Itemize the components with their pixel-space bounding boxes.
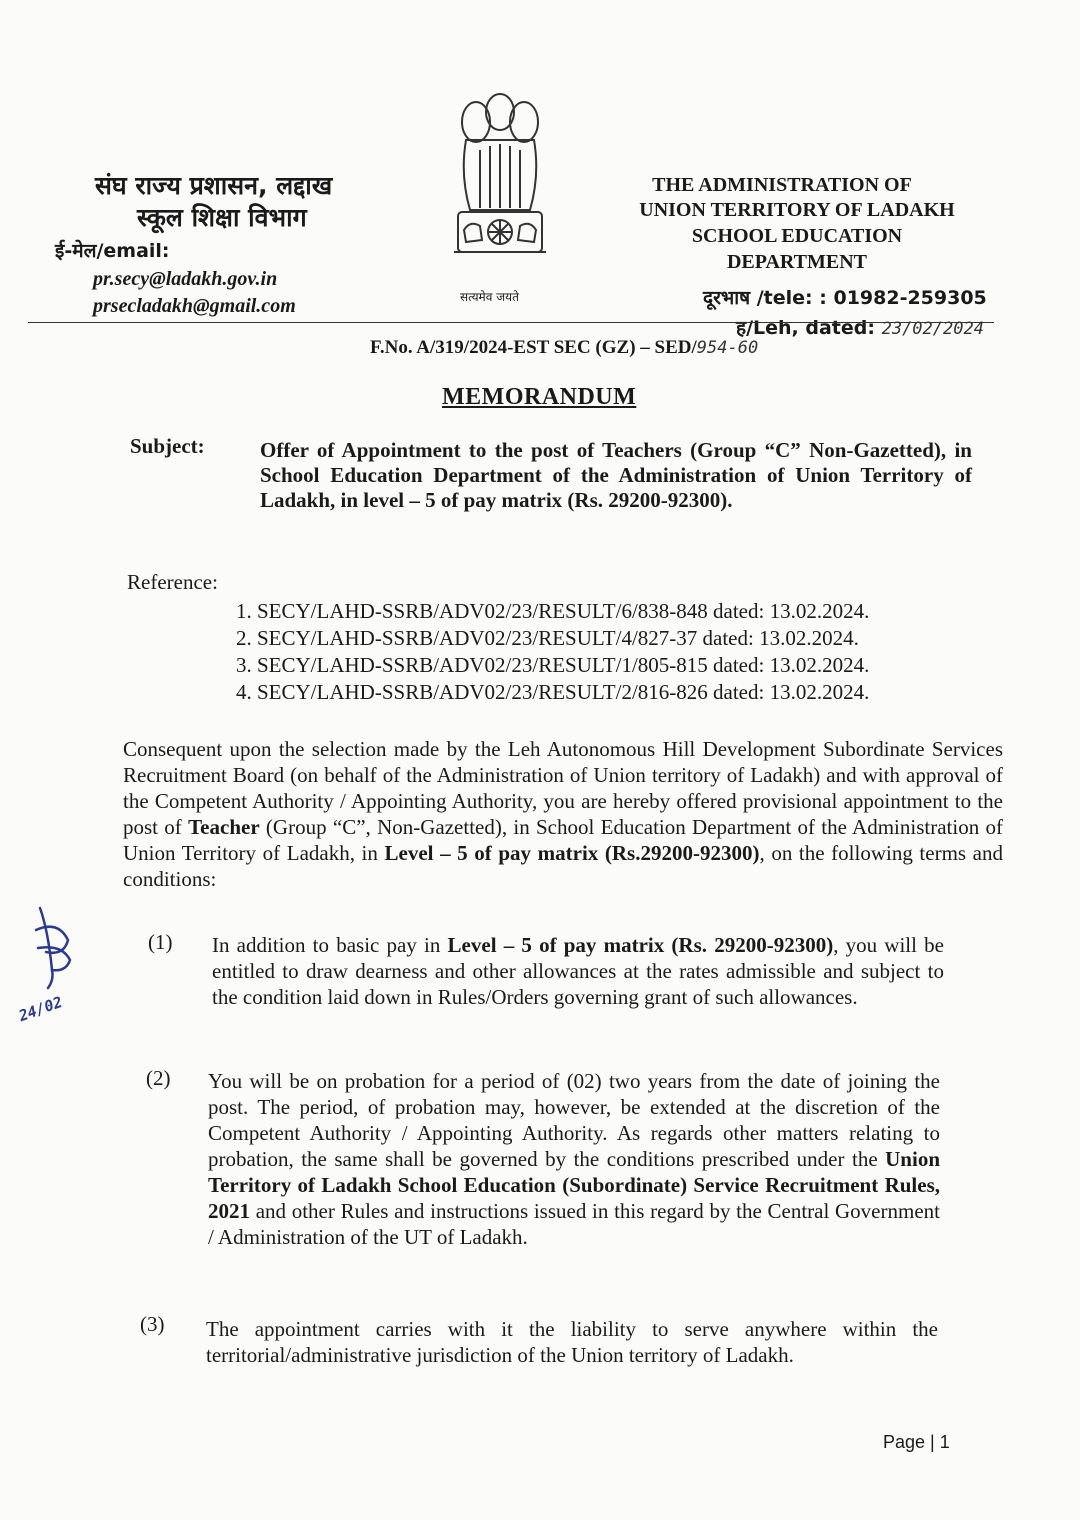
reference-label: Reference: — [127, 570, 218, 594]
place-date: ह/Leh, dated: 23/02/2024 — [736, 317, 984, 339]
condition-2-text: You will be on probation for a period of (02) two years from the date of joining the post. The period, of probation may, however, be extended at the discretion of the Competent Authority / Appointing Authority. As regards other matters relating to probation, the same shall be governed by the conditions prescribed under the Union Territory of Ladakh School Education (Subordinate) Service Recruitment Rules, 2021 and other Rules and instructions issued in this regard by the Central Government / Administration of the UT of Ladakh. — [208, 1069, 940, 1249]
subject-text: Offer of Appointment to the post of Teachers (Group “C” Non-Gazetted), in School Education Department of the Administration of Union Territory of Ladakh, in level – 5 of pay matrix (Rs. 29200-92300). — [260, 438, 972, 512]
document-title: MEMORANDUM — [442, 384, 637, 410]
subject-label: Subject: — [130, 434, 205, 458]
condition-3-text: The appointment carries with it the liability to serve anywhere within the territorial/administrative jurisdiction of the Union territory of Ladakh. — [206, 1317, 938, 1367]
intro-paragraph: Consequent upon the selection made by the Leh Autonomous Hill Development Subordinate Services Recruitment Board (on behalf of the Administration of Union territory of Ladakh) and with approval of the Competent Authority / Appointing Authority, you are hereby offered provisional appointment to the post of Teacher (Group “C”, Non-Gazetted), in School Education Department of the Administration of Union Territory of Ladakh, in Level – 5 of pay matrix (Rs.29200-92300), on the following terms and conditions: — [123, 737, 1004, 891]
email-address-2: prsecladakh@gmail.com — [93, 295, 296, 317]
reference-item: 3. SECY/LAHD-SSRB/ADV02/23/RESULT/1/805-815 dated: 13.02.2024. — [236, 653, 870, 677]
email-label: ई-मेल/email: — [55, 240, 170, 262]
admin-name-line2: UNION TERRITORY OF LADAKH — [639, 199, 955, 221]
condition-1-text: In addition to basic pay in Level – 5 of pay matrix (Rs. 29200-92300), you will be entitled to draw dearness and other allowances at the rates admissible and subject to the condition laid down in Rules/Orders governing grant of such allowances. — [212, 933, 944, 1009]
header-divider — [28, 322, 994, 323]
handwritten-date: 23/02/2024 — [881, 319, 984, 339]
admin-name-line4: DEPARTMENT — [726, 251, 868, 273]
page-number: Page | 1 — [883, 1432, 950, 1452]
dept-name-hindi-line2: स्कूल शिक्षा विभाग — [137, 203, 307, 232]
email-address-1: pr.secy@ladakh.gov.in — [93, 268, 278, 290]
national-emblem-icon — [440, 80, 560, 290]
reference-item: 1. SECY/LAHD-SSRB/ADV02/23/RESULT/6/838-848 dated: 13.02.2024. — [236, 599, 870, 623]
handwritten-margin-date: 24/02 — [16, 992, 65, 1026]
reference-list — [236, 598, 976, 706]
admin-name-line3: SCHOOL EDUCATION — [691, 225, 903, 247]
file-number: F.No. A/319/2024-EST SEC (GZ) – SED/954-60 — [370, 337, 759, 358]
emblem-motto: सत्यमेव जयते — [460, 290, 519, 304]
condition-number: (3) — [140, 1312, 165, 1336]
handwritten-dispatch-number: 954-60 — [696, 338, 759, 358]
reference-item: 2. SECY/LAHD-SSRB/ADV02/23/RESULT/4/827-37 dated: 13.02.2024. — [236, 626, 859, 650]
condition-number: (2) — [146, 1066, 171, 1090]
admin-name-line1: THE ADMINISTRATION OF — [652, 174, 912, 196]
telephone: दूरभाष /tele: : 01982-259305 — [703, 287, 987, 309]
dept-name-hindi-line1: संघ राज्य प्रशासन, लद्दाख — [95, 171, 333, 200]
reference-item: 4. SECY/LAHD-SSRB/ADV02/23/RESULT/2/816-826 dated: 13.02.2024. — [236, 680, 870, 704]
condition-number: (1) — [148, 930, 173, 954]
